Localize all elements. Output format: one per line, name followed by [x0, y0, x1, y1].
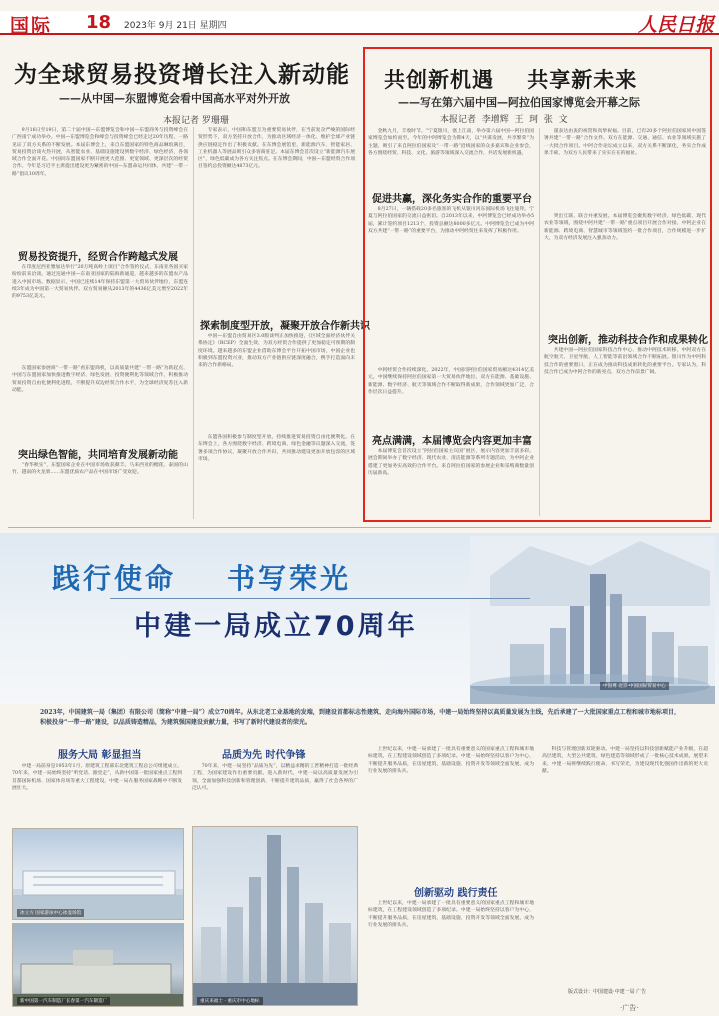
article2-byline: 本报记者 李增辉 王 珂 张 文 — [440, 115, 568, 125]
article2-subtitle: ——写在第六届中国—阿拉伯国家博览会开幕之际 — [398, 96, 640, 109]
article1-col2b — [198, 333, 355, 433]
feature-banner-line1: 践行使命 书写荣光 — [52, 562, 351, 595]
feature-para: 中建一局前身是1953年1月，原建筑工程部东北建筑工程总公司组建成立。70年来，中建一局始终坚持“听党话、跟党走”，从新中国第一批国家重点工程到首都国际机场、国家体育场等重大工程建设，中建一局在服务国家战略中不断发展壮大。 — [12, 764, 182, 791]
article1-para: 在印度尼西亚雅加达举行“20万吨高岭土项目”合作签约仪式，东南亚各国买家纷纷前来洽谈。通过连通中国—东南亚国家的陆海新通道，越来越多的东盟农产品进入中国市场。数据显示，中国已连续14年保持东盟第一大贸易伙伴地位，东盟连续3年成为中国第一大贸易伙伴。双方贸易额从2013年的4436亿美元增至2022年的9753亿美元。 — [12, 265, 188, 300]
article2-col1 — [368, 128, 534, 186]
article2-col1c — [368, 367, 534, 427]
article2-section-head-3: 突出创新，推动科技合作和成果转化 — [548, 335, 708, 346]
feature-para: 上世纪以来，中建一局承建了一批具有重要意义的国家重点工程和城市地标建筑，在工程建设领域创造了多项纪录。中建一局始终坚持以客户为中心，不断提升服务品质，在房屋建筑、基础设施、投资开发等领域全面发展，成为行业发展的排头兵。 — [368, 747, 534, 774]
ice-cube-photo — [12, 828, 184, 920]
feature-para: 上世纪以来，中建一局承建了一批具有重要意义的国家重点工程和城市地标建筑，在工程建设领域创造了多项纪录。中建一局始终坚持以客户为中心，不断提升服务品质，在房屋建筑、基础设施、投资开发等领域全面发展，成为行业发展的排头兵。 — [368, 901, 534, 928]
article1-subtitle: ——从中国—东盟博览会看中国高水平对外开放 — [59, 92, 290, 105]
article1-col1c — [12, 365, 188, 443]
section-name: 国际 — [10, 15, 53, 37]
photo3-caption: 重庆来福士 · 重庆市中心地标 — [197, 997, 263, 1005]
article1-title: 为全球贸易投资增长注入新动能 — [14, 62, 350, 88]
article1-section-head-1: 贸易投资提升，经贸合作跨越式发展 — [18, 252, 178, 263]
feature-banner-line2: 中建一局成立70周年 — [134, 611, 418, 642]
feature-col1 — [12, 763, 182, 825]
dateline: 2023年 9月 21日 星期四 — [124, 21, 227, 31]
feature-para: 科技与管理创新双轮驱动。中建一局坚持以科技创新赋能产业升级，在超高层建筑、大型公共建筑、绿色建造等领域形成了一批核心技术成果。展望未来，中建一局将继续践行使命、书写荣光，为建设现代化强国作出新的更大贡献。 — [542, 747, 708, 774]
article1-para: 中国—东盟自由贸易区3.0版谈判正加快推进，《区域全面经济伙伴关系协定》（RCEP）全面生效，为双方经贸合作提供了更加稳定可预期的制度环境。越来越多的东盟企业借助东博会平台开拓中国市场，中国企业也积极到东盟投资兴业，推动双方产业链供应链深度融合，携手打造面向未来的合作新格局。 — [198, 334, 355, 369]
footer-ad-mark: ·广告· — [620, 1004, 639, 1012]
factory-photo — [12, 923, 184, 1007]
article1-para: 东盟各国积极参与制度型开放，持续推进贸易投资自由化便利化。在东博会上，各方围绕数字经济、跨境电商、绿色金融等议题深入交流，签署多项合作协议，凝聚开放合作共识，共同推动建设更加开放包容的区域市场。 — [198, 435, 355, 462]
city-tower-image — [193, 827, 358, 1006]
article2-title: 共创新机遇 共享新未来 — [384, 68, 638, 92]
article2-section-head-2: 亮点满满，本届博览会内容更加丰富 — [372, 436, 532, 447]
article1-col2c — [198, 434, 355, 518]
feature-para: 70年来，中建一局坚持“品质为先”，以精益求精的工匠精神打造一批经典工程，为国家建设作出重要贡献。进入新时代，中建一局以高质量发展为引领，全面加强科技创新和管理创新，不断提升建筑品质，赢得了社会各界的广泛认可。 — [192, 764, 358, 791]
banner-divider — [110, 598, 530, 599]
feature-col3 — [368, 746, 534, 878]
feature-col3b — [368, 900, 534, 1004]
ice-cube-image — [13, 829, 184, 920]
newspaper-logo: 人民日报 — [638, 14, 715, 36]
article1-section-head-2: 突出绿色智能，共同培育发展新动能 — [18, 450, 178, 461]
article1-section-head-3: 探索制度型开放，凝聚开放合作新共识 — [200, 321, 370, 332]
article2-section-head-1: 促进共赢，深化务实合作的重要平台 — [372, 194, 532, 205]
article2-para: 8月27日，一辆搭载20多名旅客的飞机从银川河东国际机场飞往迪拜。宁夏与阿拉伯国家的交流日益密切。自2013年以来，中阿博览会已经成功举办5届，累计签约项目1213个，投资总额达8000多亿元。中阿博览会已成为中阿双方共建“一带一路”的重要平台，为推动中阿经贸往来发挥了积极作用。 — [368, 207, 534, 234]
article1-para: “春华秋实”，东盟国家企业在中国市场收获颇丰。马来西亚的榴莲、泰国的山竹、越南的火龙果……东盟优质农产品在中国市场广受欢迎。 — [12, 463, 188, 476]
article2-para: 谨表达由衷的祝贺和真挚祝福。目前，已有20多个阿拉伯国家同中国签署共建“一带一路”合作文件。双方在能源、交通、通信、农业等领域实施了一大批合作项目。中阿合作论坛成立以来，双方关系不断深化，务实合作成果丰硕，为双方人民带来了实实在在的福祉。 — [544, 129, 706, 156]
feature-lead: 2023年，中国建筑一局（集团）有限公司（简称“中建一局”）成立70周年。从东北老工业基地的发端，到建设首都标志性建筑、走向海外国际市场，中建一局始终坚持以高质量发展为主线，先后承建了一大批国家重点工程和城市地标项目，积极投身“一带一路”建设，以品质铸造精品，为建筑强国建设贡献力量，书写了新时代建设者的荣光。 — [40, 709, 680, 726]
city-tower-photo — [192, 826, 358, 1006]
skyline-caption: 中国尊 北京·中国国际贸易中心 — [600, 682, 669, 690]
article2-para: 突出互联、联合并重发展。本届博览会聚焦数字经济、绿色低碳、现代农业等领域，围绕中阿共建“一带一路”重点项目开展合作对接。中阿企业在新能源、跨境电商、智慧城市等领域签约一批合作项目，合作规模进一步扩大，为双方经济发展注入强劲动力。 — [544, 214, 706, 241]
article2-para: 共建中国—阿拉伯国家科技合作中心、推动中阿技术转移，中阿双方在航空航天、卫星导航、人工智能等前沿领域合作不断拓展。银川作为中阿科技合作的重要窗口，正在成为推动科技成果转化的重要平台。专家认为，科技合作已成为中阿合作的新亮点，双方合作前景广阔。 — [544, 348, 706, 375]
article1-para: 专家表示，中国和东盟互为重要贸易伙伴，在当前复杂严峻的国际经贸形势下，双方坚持开放合作，为推动区域经济一体化、维护全球产业链供应链稳定作出了积极贡献。在东博会展馆里，新能源汽车、智能家居、工业机器人等展品吸引众多客商驻足。本届东博会首次设立“新能源汽车展区”，绿色低碳成为各方关注焦点。在东博会期间，中国—东盟经贸合作项目签约总投资额达4873亿元。 — [198, 128, 355, 170]
article2-col1d — [368, 448, 534, 516]
article2-para: 金秋九月，丰收时节。“宁夏银川，塞上江南，举办第六届中国—阿拉伯国家博览会如约而至。今年的中阿博览会为期4天，以“共谋发展，共享繁荣”为主题，吸引了来自阿拉伯国家及“一带一路”沿线国家的众多嘉宾和企业参会，各方围绕经贸、科技、文化、旅游等领域深入交流合作，共话发展新机遇。 — [368, 129, 534, 156]
feature-section-head-3: 创新驱动 践行责任 — [414, 888, 498, 899]
article2-para: 本届博览会首次设立“阿拉伯国家主宾国”展区，展示内容更加丰富多彩。展会期间举办了数字经济、现代农业、清洁能源等系列专题活动，为中阿企业搭建了更加务实高效的合作平台。来自阿拉伯国家的参展企业和采购商数量创历届新高。 — [368, 449, 534, 476]
article2-para: 中阿经贸合作持续深化。2022年，中国同阿拉伯国家贸易额达4314亿美元，中国继续保持阿拉伯国家第一大贸易伙伴地位。双方在能源、基础设施、新能源、数字经济、航天等领域合作不断取得新成果，合作领域更加广泛，合作层次日益提升。 — [368, 368, 534, 395]
article1-para: 9月16日至19日，第二十届中国—东盟博览会和中国—东盟商务与投资峰会在广西南宁成功举办。中国—东盟博览会和峰会与投资峰会已经走过20年历程，一路见证了双方关系的不断发展。本届东博会上，来自东盟国家的特色商品琳琅满目，贸易投资洽谈火热开展，从智能农业、基础设施建设到数字经济、绿色经济，各领域合作全面开花。中国同东盟国家不断开展更大范围、更宽领域、更深层次的经贸合作。今年是习近平主席提出建设更为紧密的中国—东盟命运共同体、共建“一带一路”倡议10周年。 — [12, 128, 188, 177]
article1-col2 — [198, 127, 355, 313]
article1-byline: 本报记者 罗珊珊 — [163, 116, 229, 126]
article2-col1b — [368, 206, 534, 366]
article1-col1b — [12, 264, 188, 364]
feature-section-head-1: 服务大局 彰显担当 — [58, 750, 142, 761]
article1-para: 东盟国家参展商“一带一路”看东盟商机，以高质量共建“一带一路”为新起点，中国与东盟国家加快推进数字经济、绿色发展、投资便利化等领域合作，积极推动贸易投资自由化便利化进程，不断提升双边经贸合作水平，为全球经济复苏注入新动能。 — [12, 366, 188, 393]
article1-col1d — [12, 462, 188, 518]
feature-col4 — [542, 746, 708, 984]
editor-note: 版式设计：中国建设·中建一局 广告 — [568, 989, 647, 995]
feature-section-head-2: 品质为先 时代争锋 — [222, 750, 306, 761]
photo1-caption: 冰立方 国家游泳中心冰壶场馆 — [17, 909, 84, 917]
page-number: 18 — [86, 12, 112, 33]
photo2-caption: 新中国第一汽车制造厂长春第一汽车制造厂 — [17, 997, 110, 1005]
city-skyline-illustration — [470, 536, 715, 704]
article2-col2b — [544, 213, 706, 323]
article2-col2c — [544, 347, 706, 515]
article1-col1 — [12, 127, 188, 243]
feature-col2 — [192, 763, 358, 823]
factory-image — [13, 924, 184, 1007]
